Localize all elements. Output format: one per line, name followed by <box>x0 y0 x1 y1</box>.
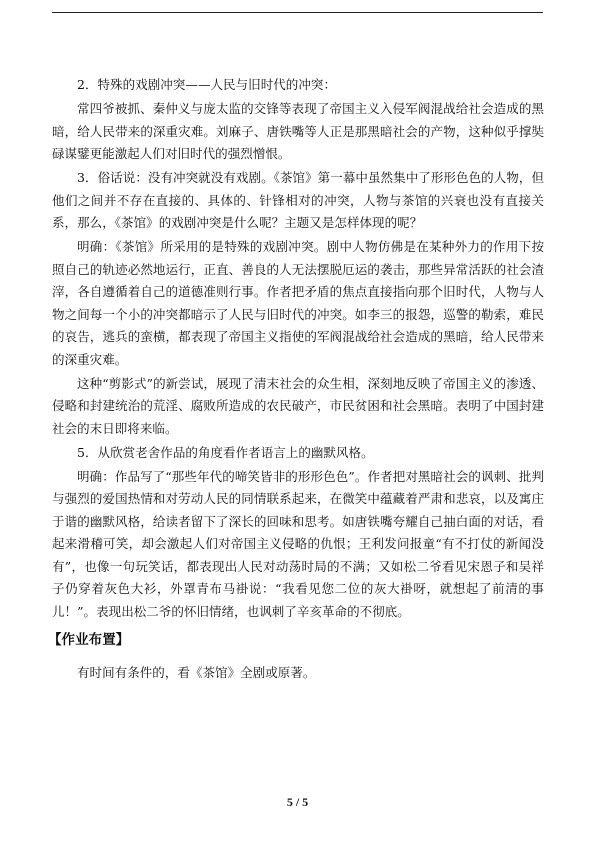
paragraph-silhouette-style: 这种“剪影式”的新尝试，展现了清末社会的众生相，深刻地反映了帝国主义的渗透、侵略和封建统治的荒淫、腐败所造成的农民破产，市民贫困和社会黑暗。表明了中国封建社会的末日即将来临。 <box>52 375 544 436</box>
paragraph-point-2: 2．特殊的戏剧冲突——人民与旧时代的冲突： <box>77 77 337 92</box>
paragraph-answer-humor: 明确：作品写了“那些年代的啼笑皆非的形形色色”。作者把对黑暗社会的讽刺、批判与强烈的爱国热情和对劳动人民的同情联系起来，在微笑中蕴藏着严肃和悲哀，以及寓庄于谐的幽默风格，给读者留下了深长的回味和思考。如唐铁嘴夸耀自己抽白面的对话，看起来滑稽可笑，却会激起人们对帝国主义侵略的仇恨；王利发问报童“有不打仗的新闻没有”，也像一句玩笑话，都表现出人民对动荡时局的不满；又如松二爷看见宋恩子和吴祥子仍穿着灰色大衫，外罩青布马褂说：“我看见您二位的灰大褂呀，就想起了前清的事儿！”。表现出松二爷的怀旧情绪，也讽刺了辛亥革命的不彻底。 <box>52 468 544 619</box>
paragraph-point-5: 5．从欣赏老舍作品的角度看作者语言上的幽默风格。 <box>77 444 374 460</box>
document-body <box>48 74 544 686</box>
paragraph-answer-special-conflict: 明确：《茶馆》所采用的是特殊的戏剧冲突。剧中人物仿佛是在某种外力的作用下按照自己的轨迹必然地运行，正直、善良的人无法摆脱厄运的袭击，那些异常活跃的社会渣滓，各自遵循着自己的道德准则行事。作者把矛盾的焦点直接指向那个旧时代，人物与人物之间每一个小的冲突都暗示了人民与旧时代的冲突。如李三的报怨，巡警的勒索，难民的哀告，逃兵的蛮横，都表现了帝国主义指使的军阀混战给社会造成的黑暗，给人民带来的深重灾难。 <box>52 239 544 367</box>
page-number: 5 / 5 <box>286 795 309 809</box>
section-heading-homework: 【作业布置】 <box>48 632 130 648</box>
paragraph-point-3: 3．俗话说：没有冲突就没有戏剧。《茶馆》第一幕中虽然集中了形形色色的人物，但他们之间并不存在直接的、具体的、针锋相对的冲突，人物与茶馆的兴衰也没有直接关系，那么，《茶馆》的戏剧冲突是什么呢？主题又是怎样体现的呢？ <box>52 170 544 230</box>
paragraph-conflict-examples: 常四爷被抓、秦仲义与庞太监的交锋等表现了帝国主义入侵军阀混战给社会造成的黑暗，给人民带来的深重灾难。刘麻子、唐铁嘴等人正是那黑暗社会的产物，这种似乎撑奘碌谋鐾更能激起人们对旧时代的强烈憎恨。 <box>52 101 544 161</box>
paragraph-homework: 有时间有条件的，看《茶馆》全剧或原著。 <box>77 664 316 680</box>
header-rule <box>52 12 543 13</box>
